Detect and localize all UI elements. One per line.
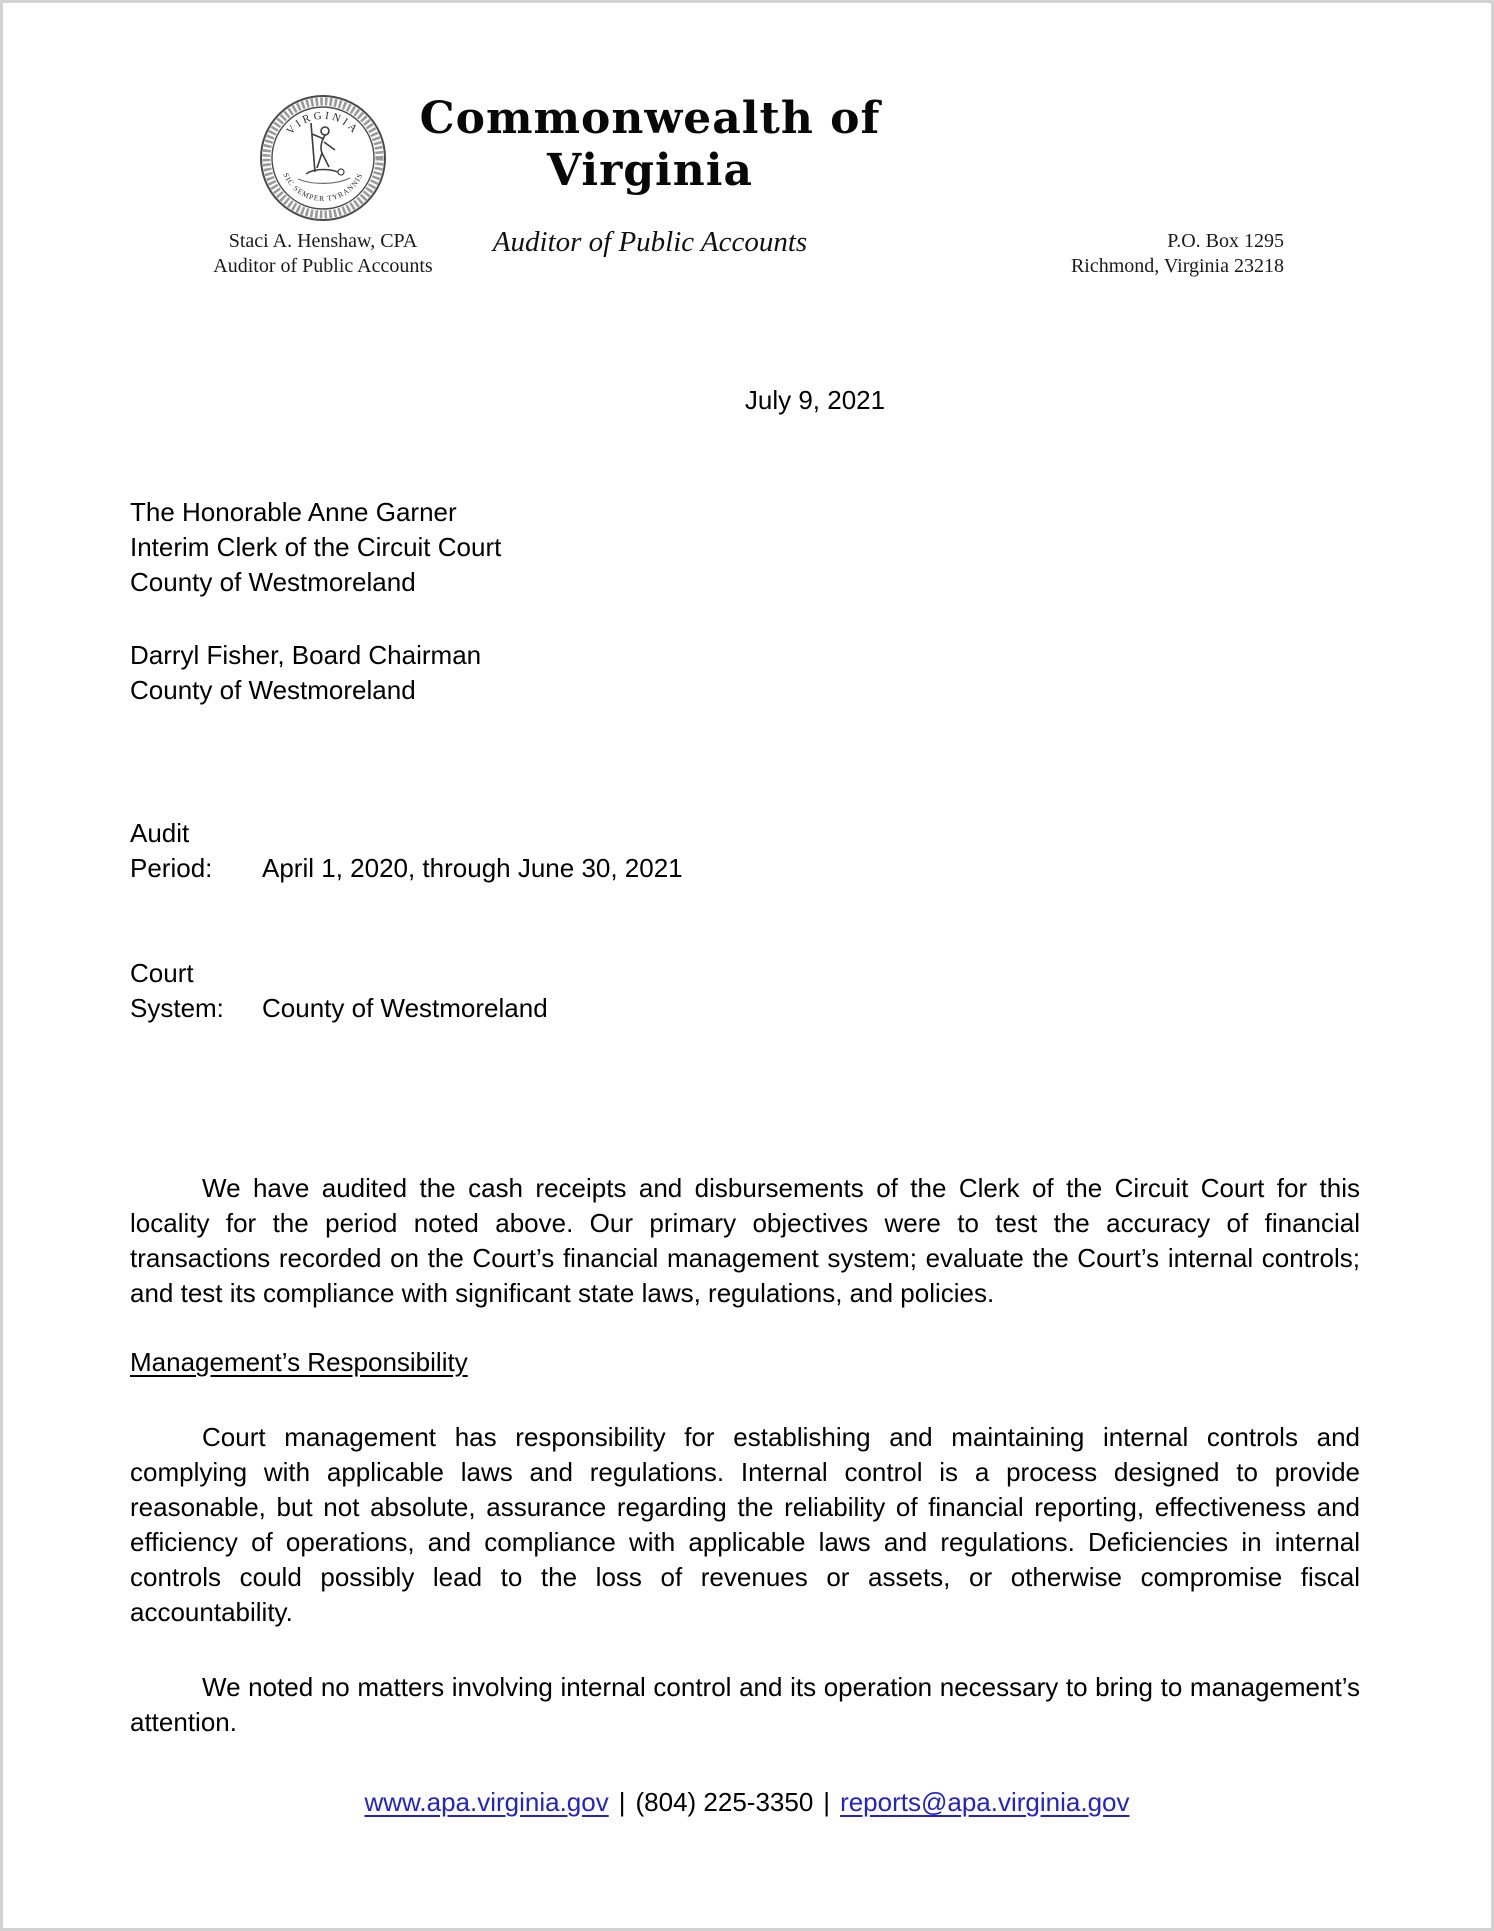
official-title: Auditor of Public Accounts	[213, 255, 433, 277]
org-title: Commonwealth of Virginia	[419, 93, 881, 196]
letter-date: July 9, 2021	[744, 385, 886, 415]
court-system-line	[130, 956, 1360, 1026]
seal-bottom-text: SIC SEMPER TYRANNIS	[281, 171, 365, 204]
court-system-label: Court System:	[130, 958, 224, 1023]
footer-separator: |	[823, 1787, 831, 1817]
address-line-1: P.O. Box 1295	[1167, 230, 1284, 252]
audit-period-value: April 1, 2020, through June 30, 2021	[262, 853, 683, 883]
org-subtitle: Auditor of Public Accounts	[492, 226, 808, 258]
seal-top-text: VIRGINIA	[284, 109, 362, 138]
official-name: Staci A. Henshaw, CPA	[228, 230, 418, 252]
section-heading-managements-responsibility: Management’s Responsibility	[130, 1347, 468, 1377]
footer-separator: |	[618, 1787, 626, 1817]
recipient-title: Interim Clerk of the Circuit Court	[130, 532, 502, 562]
title-block	[350, 93, 950, 259]
audit-period-line	[130, 816, 1360, 886]
address-block	[1071, 229, 1284, 279]
letterhead	[3, 3, 1491, 303]
recipient-name: The Honorable Anne Garner	[130, 497, 457, 527]
audit-meta-block	[130, 746, 1360, 1096]
phone-number: (804) 225-3350	[635, 1787, 814, 1817]
recipient-locality: County of Westmoreland	[130, 675, 416, 705]
website-link[interactable]: www.apa.virginia.gov	[364, 1787, 609, 1817]
recipient-name: Darryl Fisher, Board Chairman	[130, 640, 482, 670]
court-system-value: County of Westmoreland	[262, 993, 548, 1023]
paragraph-intro: We have audited the cash receipts and disbursements of the Clerk of the Circuit Court for this locality for the period noted above. Our primary objectives were to test the accuracy of financial transactions recorded on the Court’s financial management system; evaluate the Court’s internal controls; and test its compliance with significant state laws, regulations, and policies.	[130, 1173, 1360, 1308]
recipient-locality: County of Westmoreland	[130, 567, 416, 597]
audit-period-label: Audit Period:	[130, 818, 213, 883]
email-link[interactable]: reports@apa.virginia.gov	[840, 1787, 1130, 1817]
recipient-block-1	[130, 495, 1360, 600]
recipient-block-2	[130, 638, 1360, 708]
letter-body	[3, 383, 1491, 1740]
paragraph-no-matters: We noted no matters involving internal control and its operation necessary to bring to management’s attention.	[130, 1672, 1360, 1737]
address-line-2: Richmond, Virginia 23218	[1070, 255, 1284, 277]
paragraph-internal-controls: Court management has responsibility for establishing and maintaining internal controls and complying with applicable laws and regulations. Internal control is a process designed to provide reasonable, but not absolute, assurance regarding the reliability of financial reporting, effectiveness and efficiency of operations, and compliance with applicable laws and regulations. Deficiencies in internal controls could possibly lead to the loss of revenues or assets, or otherwise compromise fiscal accountability.	[130, 1422, 1360, 1627]
page-footer	[3, 1785, 1491, 1820]
